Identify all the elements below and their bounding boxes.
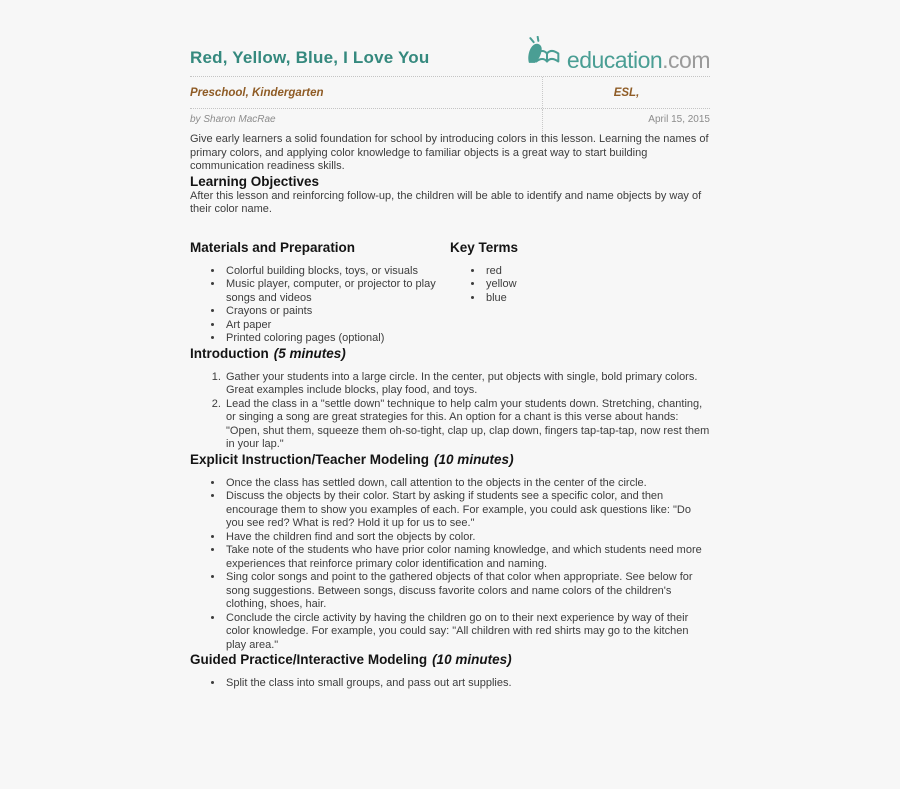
explicit-instruction-duration: (10 minutes) xyxy=(434,451,514,467)
list-item: • yellow xyxy=(484,278,710,292)
list-item: • Have the children find and sort the objects by color. xyxy=(224,531,710,545)
materials-list xyxy=(190,265,450,346)
reader-book-icon xyxy=(525,36,565,72)
list-item: • blue xyxy=(484,292,710,306)
explicit-instruction-heading-label: Explicit Instruction/Teacher Modeling xyxy=(190,451,430,467)
logo-wordmark xyxy=(567,49,710,72)
author-byline: by Sharon MacRae xyxy=(190,114,276,125)
list-item: • Split the class into small groups, and pass out art supplies. xyxy=(224,677,710,691)
list-item: 1. Gather your students into a large circle. In the center, put objects with single, bold primary colors. Great examples include blocks, play food, and toys. xyxy=(224,371,710,398)
list-item: • Crayons or paints xyxy=(224,305,450,319)
introduction-heading xyxy=(190,346,710,362)
page-title: Red, Yellow, Blue, I Love You xyxy=(190,48,430,67)
list-item: • Colorful building blocks, toys, or visuals xyxy=(224,265,450,279)
guided-practice-heading xyxy=(190,652,710,668)
logo-tld-text: .com xyxy=(662,47,710,73)
list-item: • Art paper xyxy=(224,319,450,333)
grade-levels: Preschool, Kindergarten xyxy=(190,87,324,99)
learning-objectives-body: After this lesson and reinforcing follow-up, the children will be able to identify and name objects by way of their color name. xyxy=(190,189,702,215)
guided-practice-duration: (10 minutes) xyxy=(432,652,512,667)
lesson-document xyxy=(190,0,710,691)
list-item: • Sing color songs and point to the gathered objects of that color when appropriate. See below for song suggestions. Between songs, discuss favorite colors and name colors of the children's clothing, shoes, hair. xyxy=(224,571,710,612)
meta-row-grades xyxy=(190,76,710,108)
subject-tag: ESL, xyxy=(542,77,710,108)
key-terms-list xyxy=(450,265,710,306)
explicit-instruction-heading xyxy=(190,452,710,468)
explicit-instruction-list xyxy=(190,477,710,653)
materials-column xyxy=(190,240,450,346)
key-terms-heading: Key Terms xyxy=(450,239,519,255)
learning-objectives-heading: Learning Objectives xyxy=(190,173,320,189)
introduction-steps xyxy=(190,371,710,452)
list-item: • Discuss the objects by their color. Start by asking if students see a specific color, and then encourage them to show you examples of each. For example, you could ask questions like: "Do you see red? What is red? Hold it up for us to see." xyxy=(224,490,710,531)
introduction-duration: (5 minutes) xyxy=(273,345,346,361)
materials-keyterms-section xyxy=(190,240,710,346)
list-item: • red xyxy=(484,265,710,279)
list-item: • Music player, computer, or projector to play songs and videos xyxy=(224,278,450,305)
list-item: • Take note of the students who have prior color naming knowledge, and which students need more experiences that reinforce primary color identification and naming. xyxy=(224,544,710,571)
list-item: • Conclude the circle activity by having the children go on to their next experience by way of their color knowledge. For example, you could say: "All children with red shirts may go to the kitchen play area." xyxy=(224,612,710,653)
key-terms-column xyxy=(450,240,710,346)
materials-heading: Materials and Preparation xyxy=(190,239,356,255)
list-item: • Once the class has settled down, call attention to the objects in the center of the circle. xyxy=(224,477,710,491)
education-com-logo[interactable] xyxy=(525,36,710,72)
document-header xyxy=(190,30,710,72)
list-item: 2. Lead the class in a "settle down" technique to help calm your students down. Stretching, chanting, or singing a song are great strategies for this. An option for a chant is this verse about hands: "Open, shut them, squeeze them oh-so-tight, clap up, clap down, fingers tap-tap-tap, now rest them in your lap." xyxy=(224,398,710,452)
intro-paragraph: Give early learners a solid foundation for school by introducing colors in this lesson. Learning the names of primary colors, and applying color knowledge to familiar objects is a great way to start building communication readiness skills. xyxy=(190,133,709,172)
logo-brand-text: education xyxy=(566,47,663,73)
list-item: • Printed coloring pages (optional) xyxy=(224,332,450,346)
guided-practice-list xyxy=(190,677,710,691)
meta-row-byline xyxy=(190,108,710,133)
introduction-heading-label: Introduction xyxy=(190,345,269,361)
publish-date: April 15, 2015 xyxy=(542,109,710,133)
guided-practice-heading-label: Guided Practice/Interactive Modeling xyxy=(190,652,428,667)
